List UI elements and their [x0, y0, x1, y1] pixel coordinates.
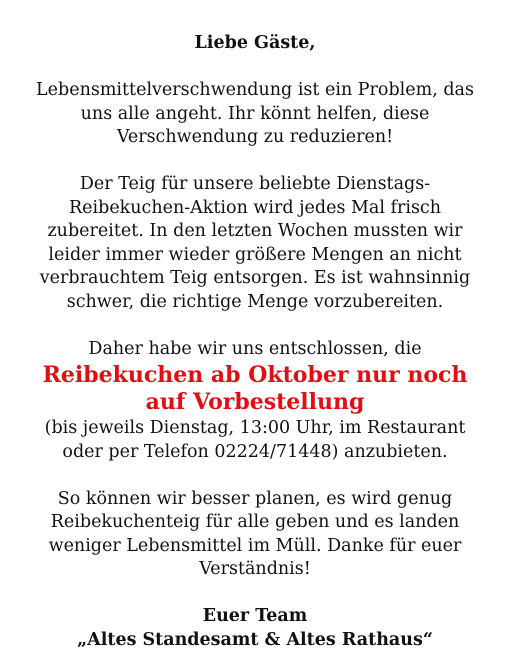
greeting: Liebe Gäste, [22, 32, 488, 56]
paragraph-thanks: So können wir besser planen, es wird genug Reibekuchenteig für alle geben und es landen weniger Lebensmittel im Müll. Danke für euer Verständnis! [22, 488, 488, 582]
paragraph-dough-problem: Der Teig für unsere beliebte Dienstags-Reibekuchen-Aktion wird jedes Mal frisch zubereitet. In den letzten Wochen mussten wir leider immer wieder größere Mengen an nicht verbrauchtem Teig entsorgen. Es ist wahnsinnig schwer, die richtige Menge vorzubereiten. [22, 173, 488, 314]
paragraph-preorder [22, 338, 488, 465]
signature: „Altes Standesamt & Altes Rathaus“ [22, 629, 488, 652]
signoff: Euer Team [22, 605, 488, 629]
notice-document [22, 32, 488, 652]
paragraph-food-waste: Lebensmittelverschwendung ist ein Problem, das uns alle angeht. Ihr könnt helfen, diese Verschwendung zu reduzieren! [22, 79, 488, 150]
preorder-details: (bis jeweils Dienstag, 13:00 Uhr, im Restaurant oder per Telefon 02224/71448) anzubieten. [22, 417, 488, 464]
preorder-highlight: Reibekuchen ab Oktober nur noch auf Vorbestellung [22, 362, 488, 416]
preorder-intro: Daher habe wir uns entschlossen, die [22, 338, 488, 362]
